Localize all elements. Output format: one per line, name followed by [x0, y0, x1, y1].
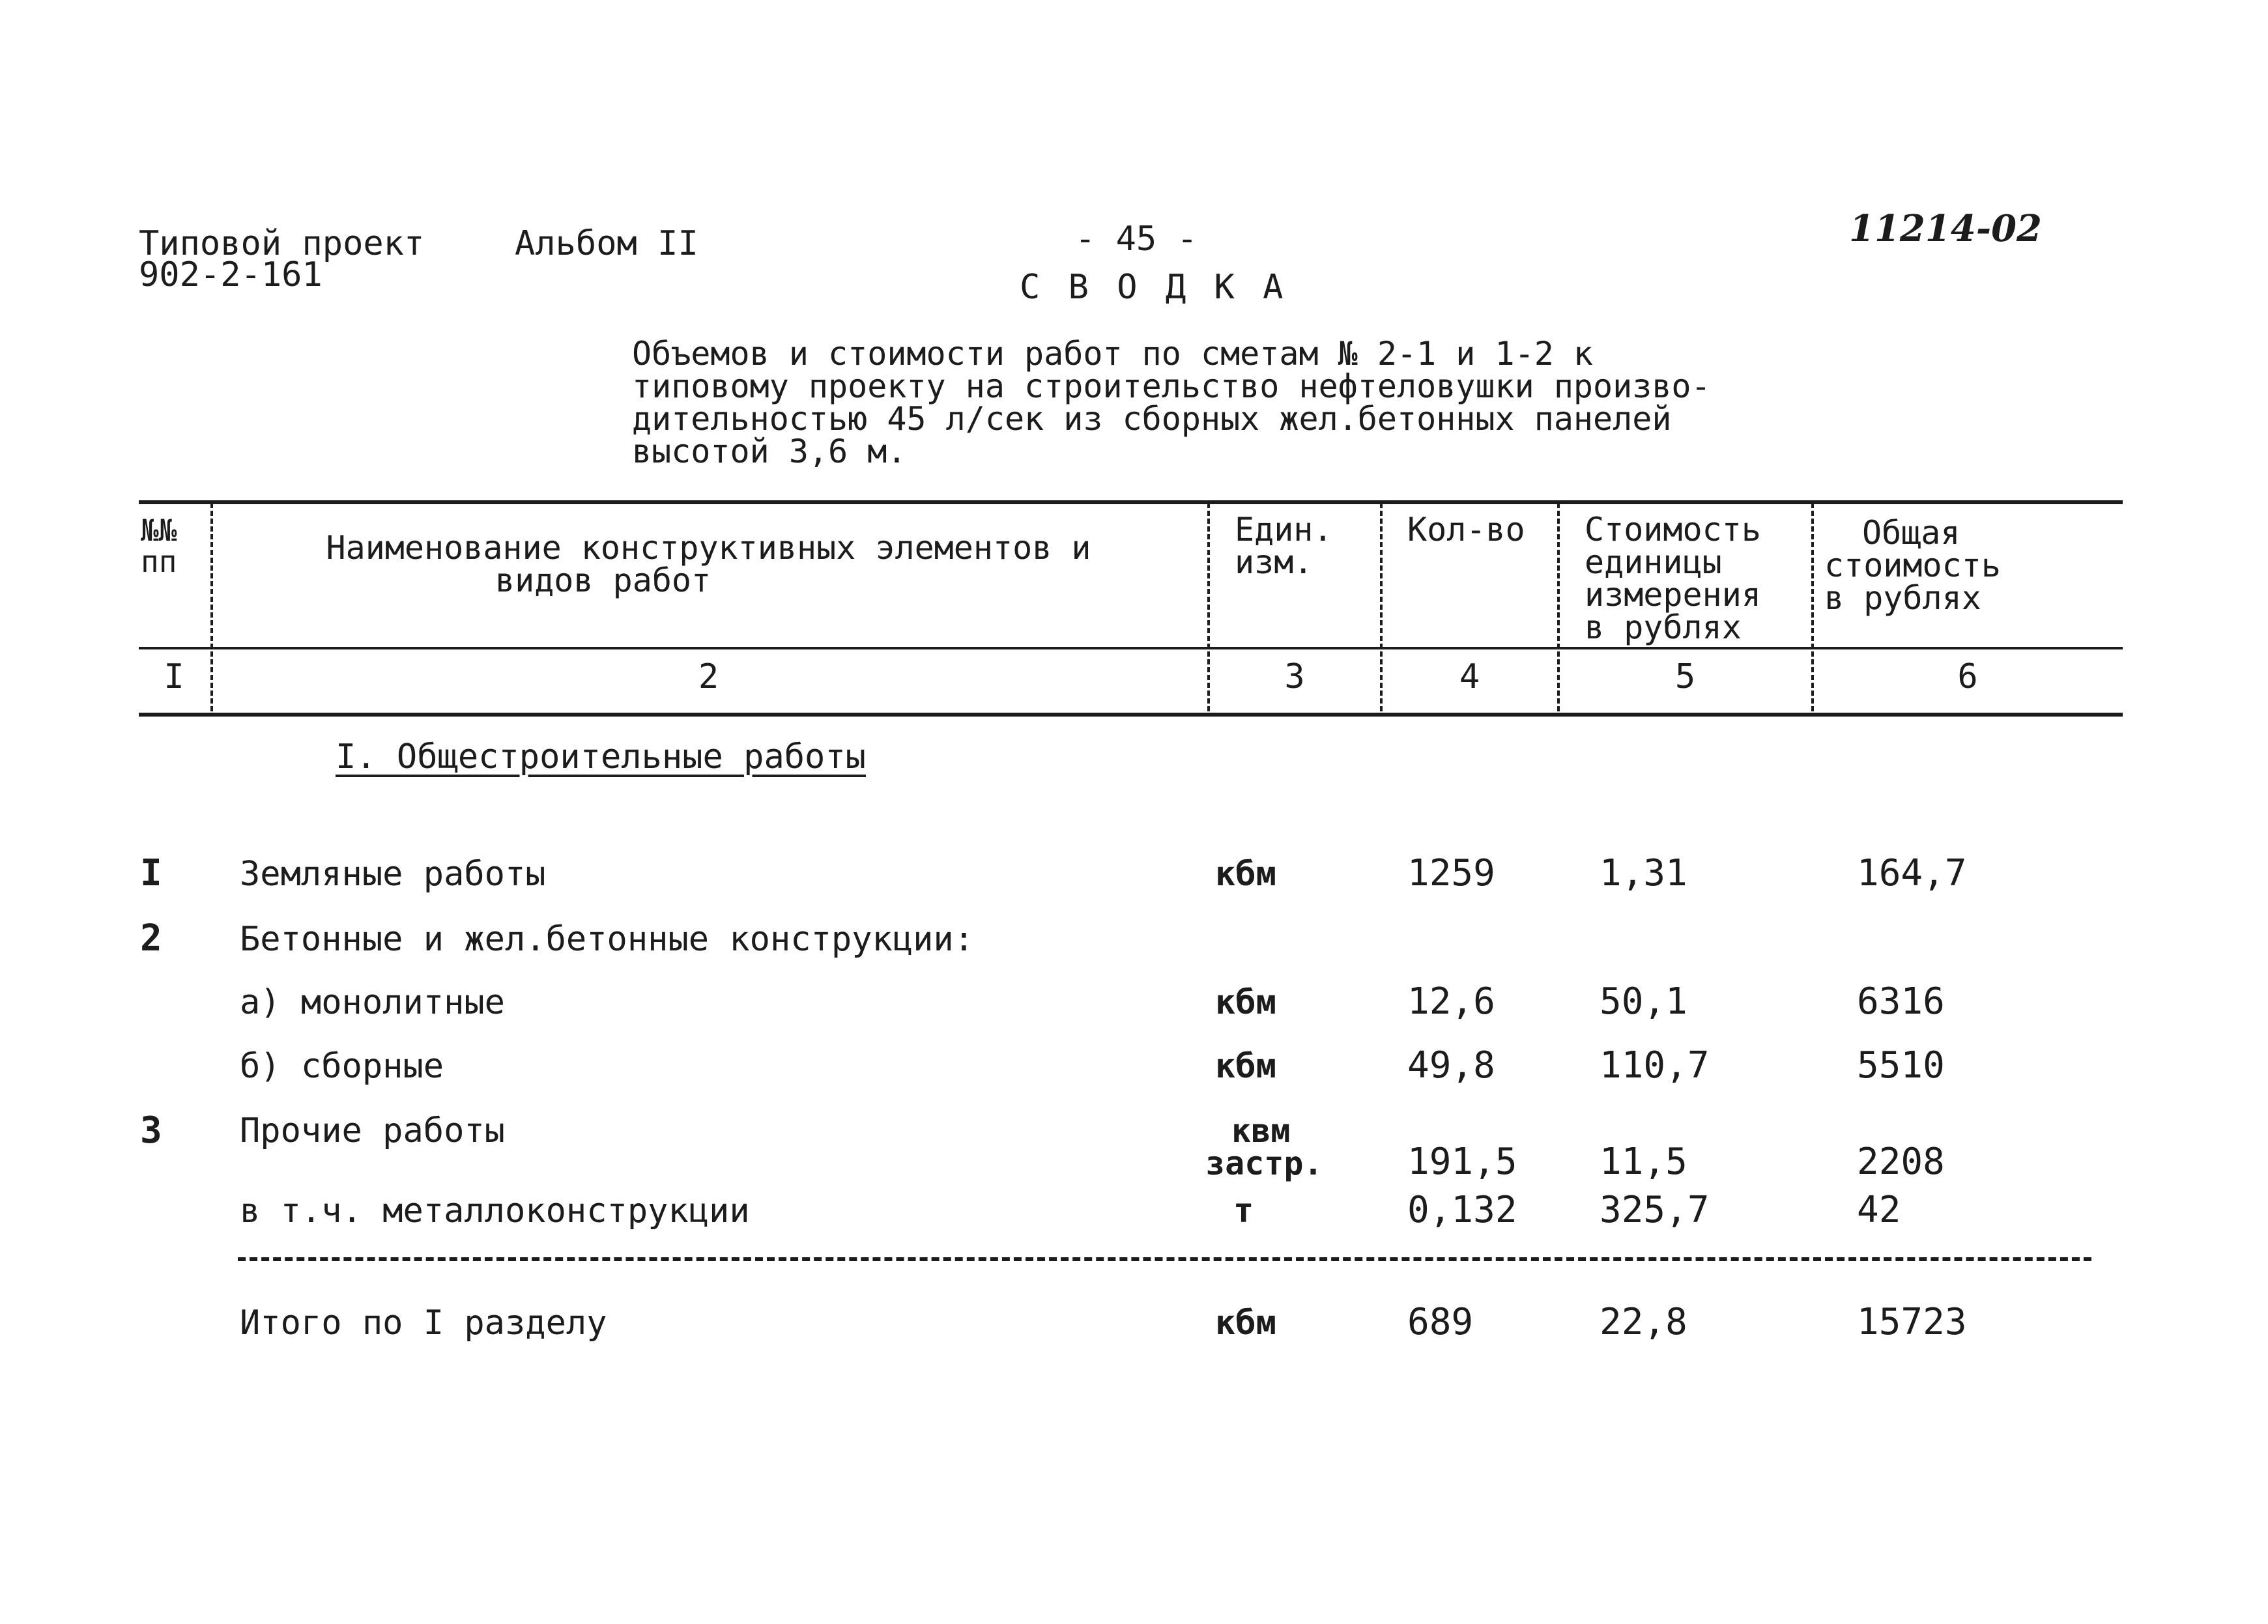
total-row-qty: 689 [1407, 1301, 1474, 1343]
row-number: 3 [140, 1109, 162, 1152]
subtitle-line-2: типовому проекту на строительство нефтеловушки произво- [632, 367, 1711, 405]
row-name: а) монолитные [240, 983, 505, 1022]
row-qty: 49,8 [1407, 1044, 1495, 1087]
col-number: 2 [698, 657, 719, 696]
col-header-unit-2: изм. [1235, 543, 1313, 581]
table-top-rule [139, 500, 2123, 504]
row-unit-cost: 50,1 [1600, 980, 1687, 1023]
total-row-total: 15723 [1857, 1301, 1967, 1343]
row-unit-cost: 1,31 [1600, 852, 1687, 894]
row-unit-cost: 110,7 [1600, 1044, 1710, 1087]
col-header-number-1: №№ [141, 513, 177, 548]
col-header-unit-cost-4: в рублях [1585, 608, 1742, 646]
col-number: 5 [1674, 657, 1696, 696]
col-number: 3 [1284, 657, 1305, 696]
col-number: 6 [1957, 657, 1978, 696]
total-row-unit: кбм [1215, 1303, 1276, 1343]
total-separator [238, 1257, 2091, 1261]
column-separator [1380, 503, 1383, 711]
handwritten-doc-code: 11214-02 [1849, 207, 2042, 250]
section-title: I. Общестроительные работы [336, 737, 866, 776]
row-qty: 191,5 [1407, 1141, 1517, 1183]
col-header-number-2: пп [141, 544, 177, 579]
row-unit: квм [1231, 1112, 1291, 1150]
project-code: 902-2-161 [139, 255, 323, 294]
row-unit-cost: 325,7 [1600, 1189, 1710, 1231]
col-number: I [164, 657, 184, 696]
row-unit: кбм [1215, 983, 1276, 1022]
row-unit: т [1233, 1191, 1254, 1231]
numbers-bottom-rule [139, 713, 2123, 717]
row-qty: 0,132 [1407, 1189, 1517, 1231]
header-bottom-rule [139, 647, 2123, 649]
col-header-unit-1: Един. [1235, 511, 1333, 548]
subtitle-line-1: Объемов и стоимости работ по сметам № 2-1 и 1-2 к [632, 335, 1594, 373]
col-header-total-1: Общая [1862, 514, 1960, 552]
col-number: 4 [1459, 657, 1480, 696]
project-label: Типовой проект [139, 224, 425, 263]
row-name: в т.ч. металлоконструкции [240, 1191, 750, 1231]
col-header-total-2: стоимость [1824, 547, 2001, 584]
row-total: 2208 [1857, 1141, 1945, 1183]
row-name: Земляные работы [240, 855, 546, 894]
row-unit-2: застр. [1205, 1145, 1323, 1182]
row-total: 6316 [1857, 980, 1945, 1023]
col-header-unit-cost-2: единицы [1585, 543, 1722, 581]
row-number: 2 [140, 917, 162, 960]
row-number: I [140, 852, 162, 894]
column-separator [1811, 503, 1814, 711]
row-qty: 1259 [1407, 852, 1495, 894]
column-separator [1207, 503, 1210, 711]
col-header-name-1: Наименование конструктивных элементов и [326, 529, 1091, 567]
col-header-name-2: видов работ [495, 562, 711, 599]
subtitle-line-3: дительностью 45 л/сек из сборных жел.бетонных панелей [632, 400, 1672, 438]
row-unit: кбм [1215, 1047, 1276, 1086]
col-header-total-3: в рублях [1824, 579, 1981, 617]
row-total: 42 [1857, 1189, 1901, 1231]
subtitle-line-4: высотой 3,6 м. [632, 433, 907, 470]
col-header-qty: Кол-во [1407, 511, 1525, 548]
row-total: 5510 [1857, 1044, 1945, 1087]
row-name: Прочие работы [240, 1111, 505, 1150]
row-name: Бетонные и жел.бетонные конструкции: [240, 920, 975, 959]
col-header-unit-cost-3: измерения [1585, 576, 1761, 614]
page-title: С В О Д К А [1020, 268, 1287, 307]
page-number: - 45 - [1075, 220, 1198, 259]
total-row-unit-cost: 22,8 [1600, 1301, 1687, 1343]
row-qty: 12,6 [1407, 980, 1495, 1023]
row-name: б) сборные [240, 1047, 444, 1086]
col-header-unit-cost-1: Стоимость [1585, 511, 1761, 548]
album-label: Альбом II [515, 224, 698, 263]
column-separator [1557, 503, 1560, 711]
row-total: 164,7 [1857, 852, 1967, 894]
row-unit-cost: 11,5 [1600, 1141, 1687, 1183]
row-unit: кбм [1215, 855, 1276, 894]
column-separator [210, 503, 213, 711]
total-row-name: Итого по I разделу [240, 1303, 607, 1343]
